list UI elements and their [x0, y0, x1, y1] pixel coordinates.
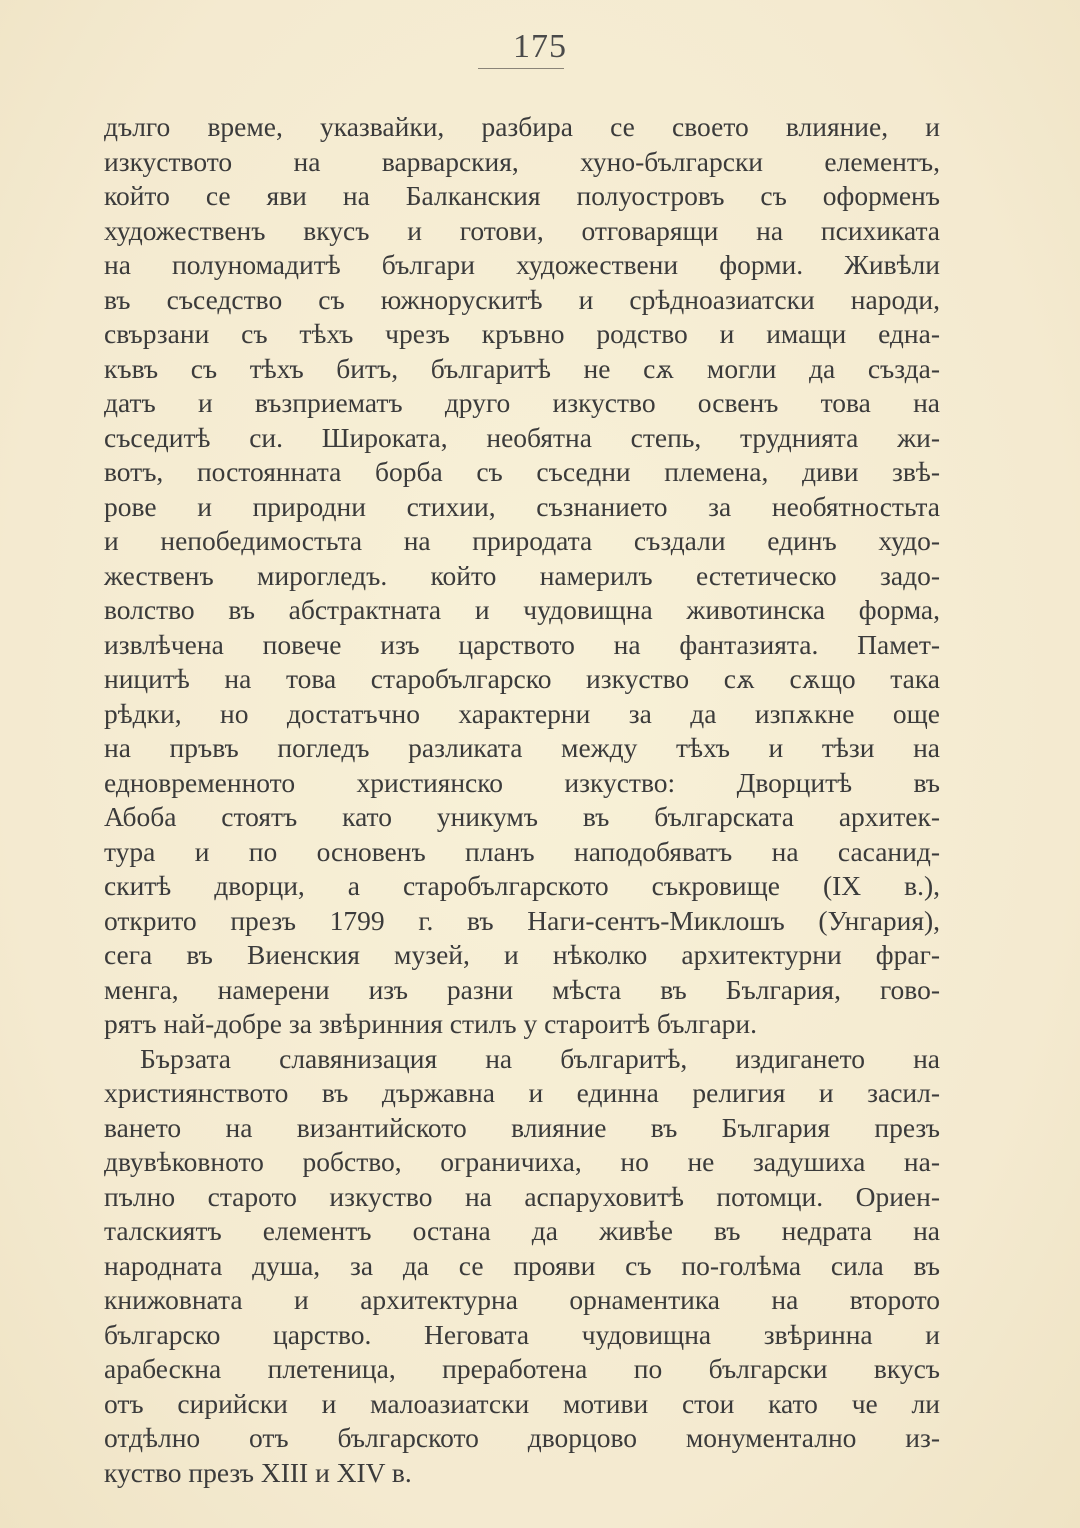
text-line: християнството въ държавна и единна религия и засил- [104, 1077, 940, 1108]
text-line: книжовната и архитектурна орнаментика на второто [104, 1284, 940, 1315]
page-number: 175 [513, 28, 567, 65]
text-line: арабескна плетеница, преработена по български вкусъ [104, 1353, 940, 1384]
text-line: художественъ вкусъ и готови, отговарящи на психиката [104, 214, 940, 246]
paragraph-2 [104, 1042, 940, 1491]
page-number-rule [478, 68, 564, 69]
text-line: който се яви на Балканския полуостровъ съ оформенъ [104, 180, 940, 211]
text-line: волство въ абстрактната и чудовищна животинска форма, [104, 594, 940, 625]
text-line: датъ и възприематъ друго изкуство освенъ това на [104, 387, 940, 418]
text-line: съседитѣ си. Широката, необятна степь, труднията жи- [104, 421, 940, 453]
text-line: народната душа, за да се прояви съ по-голѣма сила въ [104, 1249, 940, 1281]
text-line: на полуномадитѣ българи художествени форми. Живѣли [104, 249, 940, 280]
text-line: свързани съ тѣхъ чрезъ кръвно родство и имащи една- [104, 318, 940, 349]
text-line: дълго време, указвайки, разбира се своето влияние, и [104, 111, 940, 142]
text-line: Абоба стоятъ като уникумъ въ българската архитек- [104, 801, 940, 832]
text-line: ването на византийското влияние въ България презъ [104, 1111, 940, 1143]
text-line: рове и природни стихии, съзнанието за необятностьта [104, 490, 940, 522]
text-line: извлѣчена повече изъ царството на фантазията. Памет- [104, 628, 940, 660]
text-line: рятъ най-добре за звѣринния стилъ у староитѣ българи. [104, 1008, 758, 1039]
text-line: българско царство. Неговата чудовищна звѣринна и [104, 1318, 940, 1350]
text-line: и непобедимостьта на природата създали единъ худо- [104, 525, 940, 556]
text-line: двувѣковното робство, ограничиха, но не задушиха на- [104, 1146, 940, 1177]
text-line: рѣдки, но достатъчно характерни за да изпѫкне още [104, 697, 940, 729]
text-line: отдѣлно отъ българското дворцово монументално из- [104, 1422, 940, 1453]
text-line: сега въ Виенския музей, и нѣколко архитектурни фраг- [104, 939, 940, 970]
text-line: скитѣ дворци, а старобългарското съкровище (IX в.), [104, 870, 940, 901]
text-line: жественъ мирогледъ. който намерилъ естетическо задо- [104, 559, 940, 591]
paragraph-1 [104, 110, 940, 1042]
text-line: ницитѣ на това старобългарско изкуство сѫ сѫщо така [104, 663, 940, 694]
text-line: въ съседство съ южнорускитѣ и срѣдноазиатски народи, [104, 283, 940, 315]
text-line: Бързата славянизация на българитѣ, издигането на [140, 1042, 940, 1074]
text-line: талскиятъ елементъ остана да живѣе въ недрата на [104, 1215, 940, 1246]
text-line: едновременното християнско изкуство: Дворцитѣ въ [104, 766, 940, 798]
text-line: къвъ съ тѣхъ битъ, българитѣ не сѫ могли да създа- [104, 352, 940, 384]
text-line: тура и по основенъ планъ наподобяватъ на сасанид- [104, 835, 940, 867]
text-line: на пръвъ погледъ разликата между тѣхъ и тѣзи на [104, 732, 940, 763]
body-text [104, 110, 940, 1490]
text-line: вотъ, постоянната борба съ съседни племена, диви звѣ- [104, 456, 940, 487]
text-line: открито презъ 1799 г. въ Наги-сентъ-Миклошъ (Унгария), [104, 904, 940, 936]
text-line: менга, намерени изъ разни мѣста въ България, гово- [104, 973, 940, 1005]
text-line: куство презъ XIII и XIV в. [104, 1456, 412, 1488]
text-line: пълно старото изкуство на аспаруховитѣ потомци. Ориен- [104, 1180, 940, 1212]
text-line: отъ сирийски и малоазиатски мотиви стои като че ли [104, 1387, 940, 1419]
text-line: изкуството на варварския, хуно-български елементъ, [104, 145, 940, 177]
